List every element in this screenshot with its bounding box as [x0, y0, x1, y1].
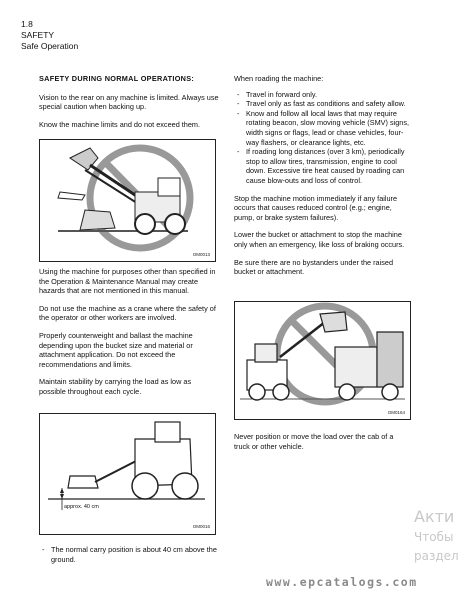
list-item: - If roading long distances (over 3 km), periodically stop to allow tires, transmission, engine to cool down. Excessive tire heat caused by roading can cause blow-outs and loss of control. — [234, 147, 411, 185]
roading-intro: When roading the machine: — [234, 74, 324, 83]
figure-load-over-cab — [234, 301, 411, 420]
page-number: 1.8 — [21, 19, 33, 29]
loader-carry-illustration — [40, 414, 215, 534]
subsection-title: Safe Operation — [21, 41, 79, 51]
right-column — [234, 74, 411, 285]
list-item: - Know and follow all local laws that may require rotating beacon, slow moving vehicle (SMV) signs, width signs or flags, lead or chase vehicles, four-way flashers, or clearance lights, etc. — [234, 109, 411, 147]
carry-height-label: approx. 40 cm — [64, 504, 99, 510]
paragraph-no-crane: Do not use the machine as a crane where the safety of the operator or other workers are involved. — [39, 303, 216, 323]
section-title: SAFETY — [21, 30, 55, 40]
figure-code: OM0013 — [192, 252, 210, 257]
site-watermark: www.epcatalogs.com — [266, 575, 418, 589]
paragraph-stop-motion: Stop the machine motion immediately if any failure occurs that causes reduced control (e.g.; engine, pump, or brake system failures). — [234, 193, 398, 222]
left-column — [39, 74, 219, 137]
load-over-truck-illustration — [235, 302, 410, 419]
watermark-line-2: Чтобы — [414, 530, 454, 544]
watermark-line-1: Акти — [414, 507, 455, 526]
paragraph-no-load-over-cab: Never position or move the load over the cab of a truck or other vehicle. — [234, 432, 394, 451]
roading-bullet-list — [234, 90, 411, 186]
paragraph-bystanders: Be sure there are no bystanders under the raised bucket or attachment. — [234, 257, 394, 277]
list-item: - Travel only as fast as conditions and safety allow. — [234, 99, 411, 109]
figure-code: OM0164 — [387, 410, 405, 415]
watermark-line-3: раздел — [414, 549, 459, 563]
list-item: - The normal carry position is about 40 cm above the ground. — [39, 545, 219, 564]
list-item: - Travel in forward only. — [234, 90, 411, 100]
paragraph-rear-vision: Vision to the rear on any machine is limited. Always use special caution when backing up. — [39, 92, 219, 112]
paragraph-intended-use: Using the machine for purposes other than specified in the Operation & Maintenance Manual may create hazards that are not mentioned in this manual. — [39, 267, 216, 296]
figure-carry-position — [39, 413, 216, 535]
paragraph-stability: Maintain stability by carrying the load as low as possible throughout each cycle. — [39, 377, 192, 396]
loader-prohibited-illustration — [40, 140, 215, 261]
figure-loader-limits — [39, 139, 216, 262]
paragraph-lower-bucket: Lower the bucket or attachment to stop the machine only when an emergency, like loss of braking occurs. — [234, 230, 405, 249]
right-column-footer — [234, 432, 411, 459]
left-column-continued — [39, 267, 219, 405]
paragraph-counterweight: Properly counterweight and ballast the machine depending upon the bucket size and material or attachment application. Do not exceed the recommendations and limits. — [39, 330, 193, 369]
figure-code: OM0016 — [192, 524, 210, 529]
carry-bullet-list — [39, 545, 219, 564]
section-heading: SAFETY DURING NORMAL OPERATIONS: — [39, 74, 195, 83]
left-column-footer — [39, 545, 219, 572]
paragraph-machine-limits: Know the machine limits and do not exceed them. — [39, 119, 201, 129]
